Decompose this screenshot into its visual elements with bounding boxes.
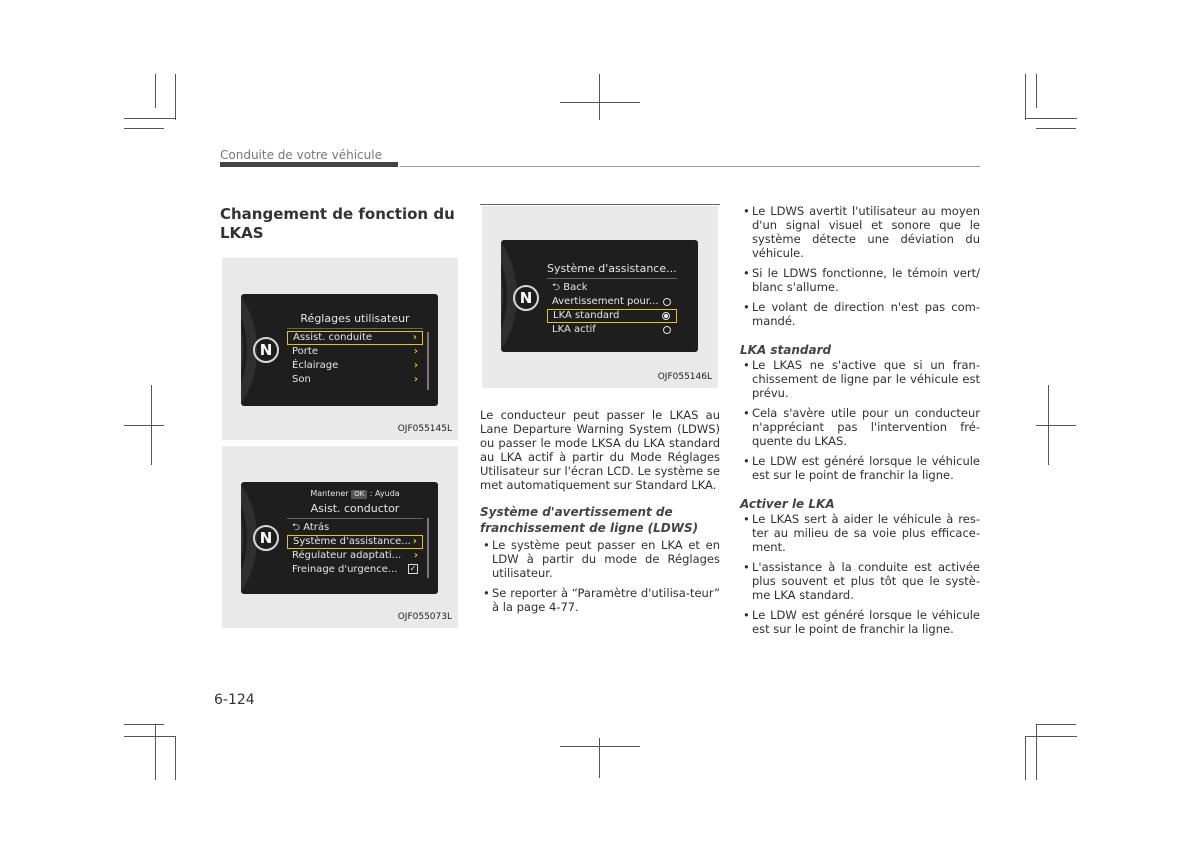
chapter-header: Conduite de votre véhicule — [220, 148, 382, 162]
lka-standard-heading: LKA standard — [740, 343, 832, 357]
list-item: • Le volant de direction n'est pas com-mandé. — [740, 300, 980, 328]
section-title: Changement de fonction du LKAS — [220, 205, 455, 242]
ok-key-icon: OK — [351, 490, 367, 499]
menu-back[interactable] — [547, 281, 677, 295]
header-rule — [400, 166, 980, 167]
lcd-screen — [241, 294, 438, 406]
chevron-right-icon: › — [413, 360, 418, 371]
gear-indicator: N — [513, 285, 539, 311]
crop-mark — [124, 128, 164, 129]
page-number: 6-124 — [214, 692, 255, 708]
chevron-right-icon: › — [413, 550, 418, 561]
menu-item-label: Son — [292, 374, 311, 385]
menu-assist-system — [547, 262, 677, 337]
crop-mark — [155, 74, 156, 108]
radio-icon — [663, 326, 671, 334]
back-icon: ⮌ — [552, 282, 564, 293]
menu-item-label: Avertissement pour... — [552, 296, 659, 307]
menu-item[interactable] — [287, 345, 423, 359]
menu-item-label: LKA actif — [552, 324, 596, 335]
radio-icon — [663, 298, 671, 306]
menu-item-label: Freinage d'urgence... — [292, 564, 398, 575]
crop-mark — [1025, 118, 1077, 119]
crop-mark — [560, 102, 640, 103]
chevron-right-icon: › — [412, 332, 417, 343]
figure-user-settings — [222, 258, 458, 440]
crop-mark — [155, 724, 156, 780]
figure-code: OJF055073L — [397, 612, 452, 622]
gear-indicator: N — [253, 337, 279, 363]
menu-item-selected[interactable] — [287, 331, 423, 345]
crop-mark — [175, 74, 176, 120]
lcd-screen — [501, 240, 698, 352]
figure-assist-system — [482, 206, 718, 388]
list-item: • Se reporter à “Paramètre d'utilisa-teur” à la page 4-77. — [480, 586, 720, 614]
menu-title: Asist. conductor — [287, 502, 423, 519]
right-column — [740, 204, 980, 642]
menu-item[interactable] — [547, 295, 677, 309]
menu-item-label: LKA standard — [553, 310, 620, 321]
menu-item-label: Assist. conduite — [293, 332, 373, 343]
list-item: • Cela s'avère utile pour un conducteur n'appréciant pas l'intervention fré-quente du LKAS. — [740, 406, 980, 448]
crop-mark — [124, 736, 176, 737]
figure-code: OJF055146L — [657, 372, 712, 382]
intro-paragraph: Le conducteur peut passer le LKAS au Lane Departure Warning System (LDWS) ou passer le mode LKSA du LKA standard au LKA actif à partir du Mode Réglages Utilisateur sur l'écran LCD. Le système se met automatiquement sur Standard LKA. — [480, 408, 720, 492]
crop-mark — [1025, 736, 1026, 780]
crop-mark — [599, 74, 600, 120]
crop-mark — [1036, 128, 1076, 129]
crop-mark — [599, 738, 600, 778]
menu-item-label: Système d'assistance... — [293, 536, 411, 547]
menu-title: Réglages utilisateur — [287, 312, 423, 329]
crop-mark — [1025, 74, 1026, 120]
menu-item-label: Atrás — [303, 522, 330, 533]
menu-back[interactable] — [287, 521, 423, 535]
figure-code: OJF055145L — [397, 424, 452, 434]
middle-column — [480, 408, 720, 620]
crop-mark — [175, 736, 176, 780]
hint-label: Mantener — [310, 489, 349, 498]
radio-selected-icon — [662, 312, 670, 320]
menu-item[interactable] — [287, 563, 423, 577]
scrollbar — [427, 332, 429, 390]
menu-item[interactable] — [287, 373, 423, 387]
checkbox-checked-icon: ✓ — [409, 564, 417, 573]
header-bar — [220, 162, 398, 167]
crop-mark — [1036, 425, 1076, 426]
crop-mark — [124, 118, 176, 119]
crop-mark — [124, 425, 164, 426]
crop-mark — [1036, 724, 1076, 725]
chevron-right-icon: › — [413, 374, 418, 385]
crop-mark — [124, 724, 164, 725]
menu-title: Système d'assistance... — [547, 262, 677, 279]
scrollbar — [427, 518, 429, 578]
back-icon: ⮌ — [292, 522, 304, 533]
crop-mark — [1025, 736, 1077, 737]
menu-item-selected[interactable] — [287, 535, 423, 549]
ldws-heading: Système d'avertissement de franchissement de ligne (LDWS) — [480, 505, 699, 535]
menu-driver-assist — [287, 488, 423, 577]
menu-user-settings — [287, 312, 423, 387]
crop-mark — [560, 746, 640, 747]
menu-item[interactable] — [547, 323, 677, 337]
list-item: • L'assistance à la conduite est activée plus souvent et plus tôt que le systè-me LKA standard. — [740, 560, 980, 602]
list-item: • Le LKAS sert à aider le véhicule à res-ter au milieu de sa voie plus efficace-ment. — [740, 512, 980, 554]
lcd-screen — [241, 482, 438, 594]
hold-ok-hint — [287, 488, 423, 500]
menu-item-label: Porte — [292, 346, 318, 357]
menu-item-label: Back — [563, 282, 588, 293]
menu-item-label: Régulateur adaptati... — [292, 550, 402, 561]
figure-top-rule — [480, 204, 720, 205]
chevron-right-icon: › — [412, 536, 417, 547]
menu-item-label: Éclairage — [292, 360, 339, 371]
menu-item[interactable] — [287, 549, 423, 563]
figure-driver-assist — [222, 446, 458, 628]
menu-item[interactable] — [287, 359, 423, 373]
crop-mark — [1036, 724, 1037, 780]
crop-mark — [1036, 74, 1037, 108]
list-item: • Le LDW est généré lorsque le véhicule est sur le point de franchir la ligne. — [740, 608, 980, 636]
chevron-right-icon: › — [413, 346, 418, 357]
list-item: • Le LKAS ne s'active que si un fran-chissement de ligne par le véhicule est prévu. — [740, 358, 980, 400]
list-item: • Le LDW est généré lorsque le véhicule est sur le point de franchir la ligne. — [740, 454, 980, 482]
menu-item-selected[interactable] — [547, 309, 677, 323]
list-item: • Si le LDWS fonctionne, le témoin vert/ blanc s'allume. — [740, 266, 980, 294]
activer-lka-heading: Activer le LKA — [740, 497, 835, 511]
list-item: • Le système peut passer en LKA et en LDW à partir du mode de Réglages utilisateur. — [480, 538, 720, 580]
hint-label: : Ayuda — [369, 489, 400, 498]
gear-indicator: N — [253, 525, 279, 551]
list-item: • Le LDWS avertit l'utilisateur au moyen d'un signal visuel et sonore que le système détecte une déviation du véhicule. — [740, 204, 980, 260]
